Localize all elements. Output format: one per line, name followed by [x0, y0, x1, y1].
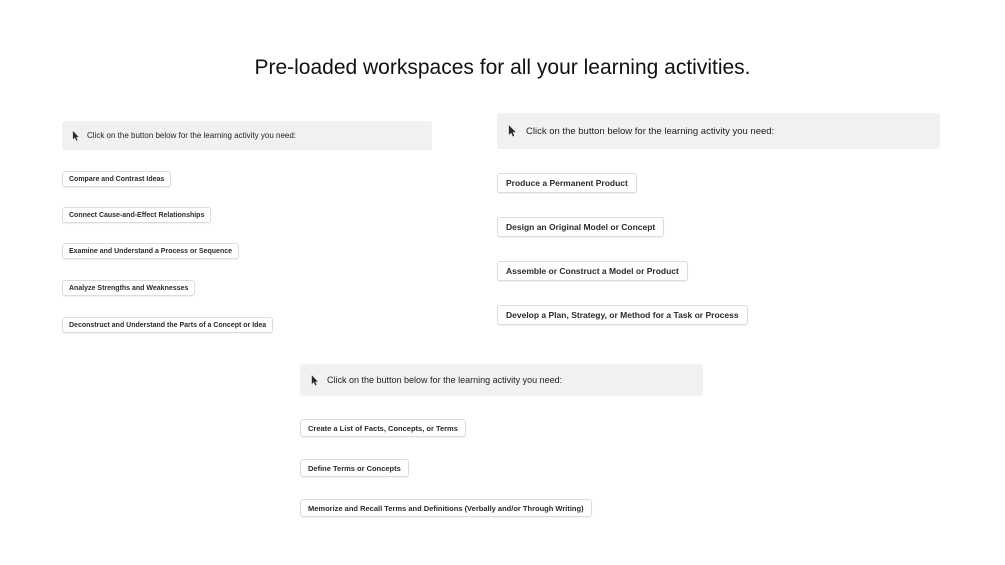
list-facts-button[interactable]: Create a List of Facts, Concepts, or Terms: [300, 419, 466, 437]
cause-effect-button[interactable]: Connect Cause-and-Effect Relationships: [62, 207, 211, 223]
callout-box: [62, 121, 432, 150]
cursor-arrow-icon: [72, 131, 80, 141]
page-title: Pre-loaded workspaces for all your learning activities.: [254, 56, 751, 79]
memorize-recall-button[interactable]: Memorize and Recall Terms and Definitions (Verbally and/or Through Writing): [300, 499, 592, 517]
callout-text: Click on the button below for the learning activity you need:: [87, 131, 297, 140]
deconstruct-concept-button[interactable]: Deconstruct and Understand the Parts of a Concept or Idea: [62, 317, 273, 333]
assemble-model-button[interactable]: Assemble or Construct a Model or Product: [497, 261, 688, 281]
define-terms-button[interactable]: Define Terms or Concepts: [300, 459, 409, 477]
learning-activity-panel-1: [62, 121, 432, 329]
callout-text: Click on the button below for the learning activity you need:: [526, 125, 775, 137]
learning-activity-panel-2: [497, 113, 940, 320]
original-model-button[interactable]: Design an Original Model or Concept: [497, 217, 664, 237]
permanent-product-button[interactable]: Produce a Permanent Product: [497, 173, 637, 193]
process-sequence-button[interactable]: Examine and Understand a Process or Sequence: [62, 243, 239, 259]
compare-contrast-button[interactable]: Compare and Contrast Ideas: [62, 171, 171, 187]
learning-activity-panel-3: [300, 364, 703, 513]
callout-box: [497, 113, 940, 149]
strengths-weaknesses-button[interactable]: Analyze Strengths and Weaknesses: [62, 280, 195, 296]
cursor-arrow-icon: [311, 375, 319, 386]
callout-text: Click on the button below for the learning activity you need:: [327, 375, 563, 385]
callout-box: [300, 364, 703, 396]
cursor-arrow-icon: [508, 125, 517, 137]
develop-plan-button[interactable]: Develop a Plan, Strategy, or Method for a Task or Process: [497, 305, 748, 325]
